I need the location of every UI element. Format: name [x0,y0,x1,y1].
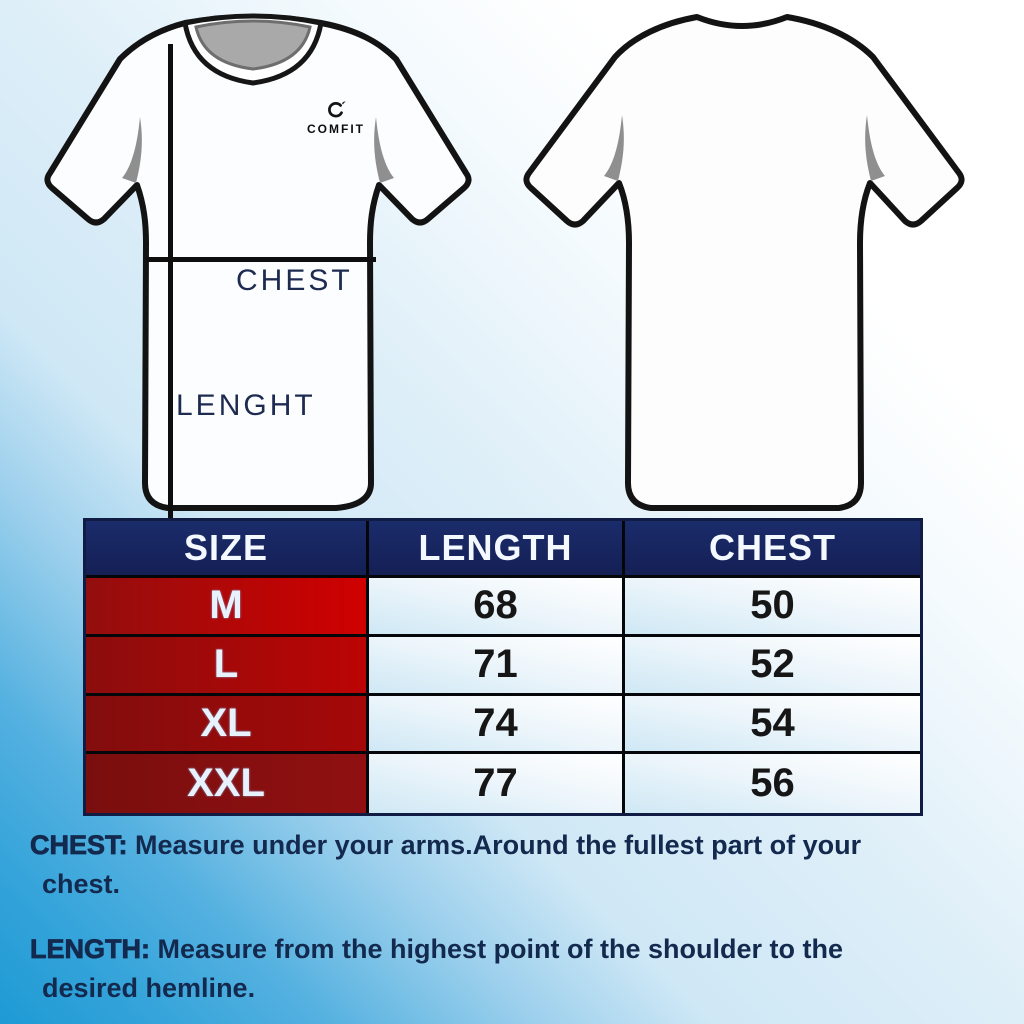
length-diagram-label: LENGHT [176,389,316,422]
column-header-size: SIZE [86,521,369,578]
front-shirt-outline [47,17,468,508]
length-note-text-2: desired hemline. [42,973,256,1003]
column-header-chest: CHEST [625,521,920,578]
chest-note-text: Measure under your arms.Around the fullest part of your [135,830,862,860]
chest-diagram-label: CHEST [236,264,353,297]
length-note-text: Measure from the highest point of the shoulder to the [157,934,844,964]
length-note-label: LENGTH: [30,934,150,964]
chest-measure-line [146,257,376,262]
chest-cell-m: 50 [625,578,920,637]
column-header-length: LENGTH [369,521,625,578]
size-chart-table [83,518,923,816]
size-cell-l: L [86,637,369,696]
measurement-notes [30,826,1020,1008]
chest-note-text-2: chest. [42,869,121,899]
chest-cell-l: 52 [625,637,920,696]
length-measure-line [168,44,173,518]
size-cell-xxl: XXL [86,754,369,813]
length-cell-l: 71 [369,637,625,696]
chest-cell-xl: 54 [625,696,920,755]
length-note [30,930,1020,1008]
size-cell-m: M [86,578,369,637]
back-shirt-illustration [515,5,975,527]
back-shirt-outline [526,17,961,508]
length-cell-m: 68 [369,578,625,637]
chest-cell-xxl: 56 [625,754,920,813]
length-cell-xl: 74 [369,696,625,755]
brand-logo [297,99,375,136]
brand-name: COMFIT [307,122,365,136]
length-cell-xxl: 77 [369,754,625,813]
chest-note-label: CHEST: [30,830,128,860]
chest-note [30,826,1020,904]
size-cell-xl: XL [86,696,369,755]
c-swoosh-icon [325,99,347,121]
